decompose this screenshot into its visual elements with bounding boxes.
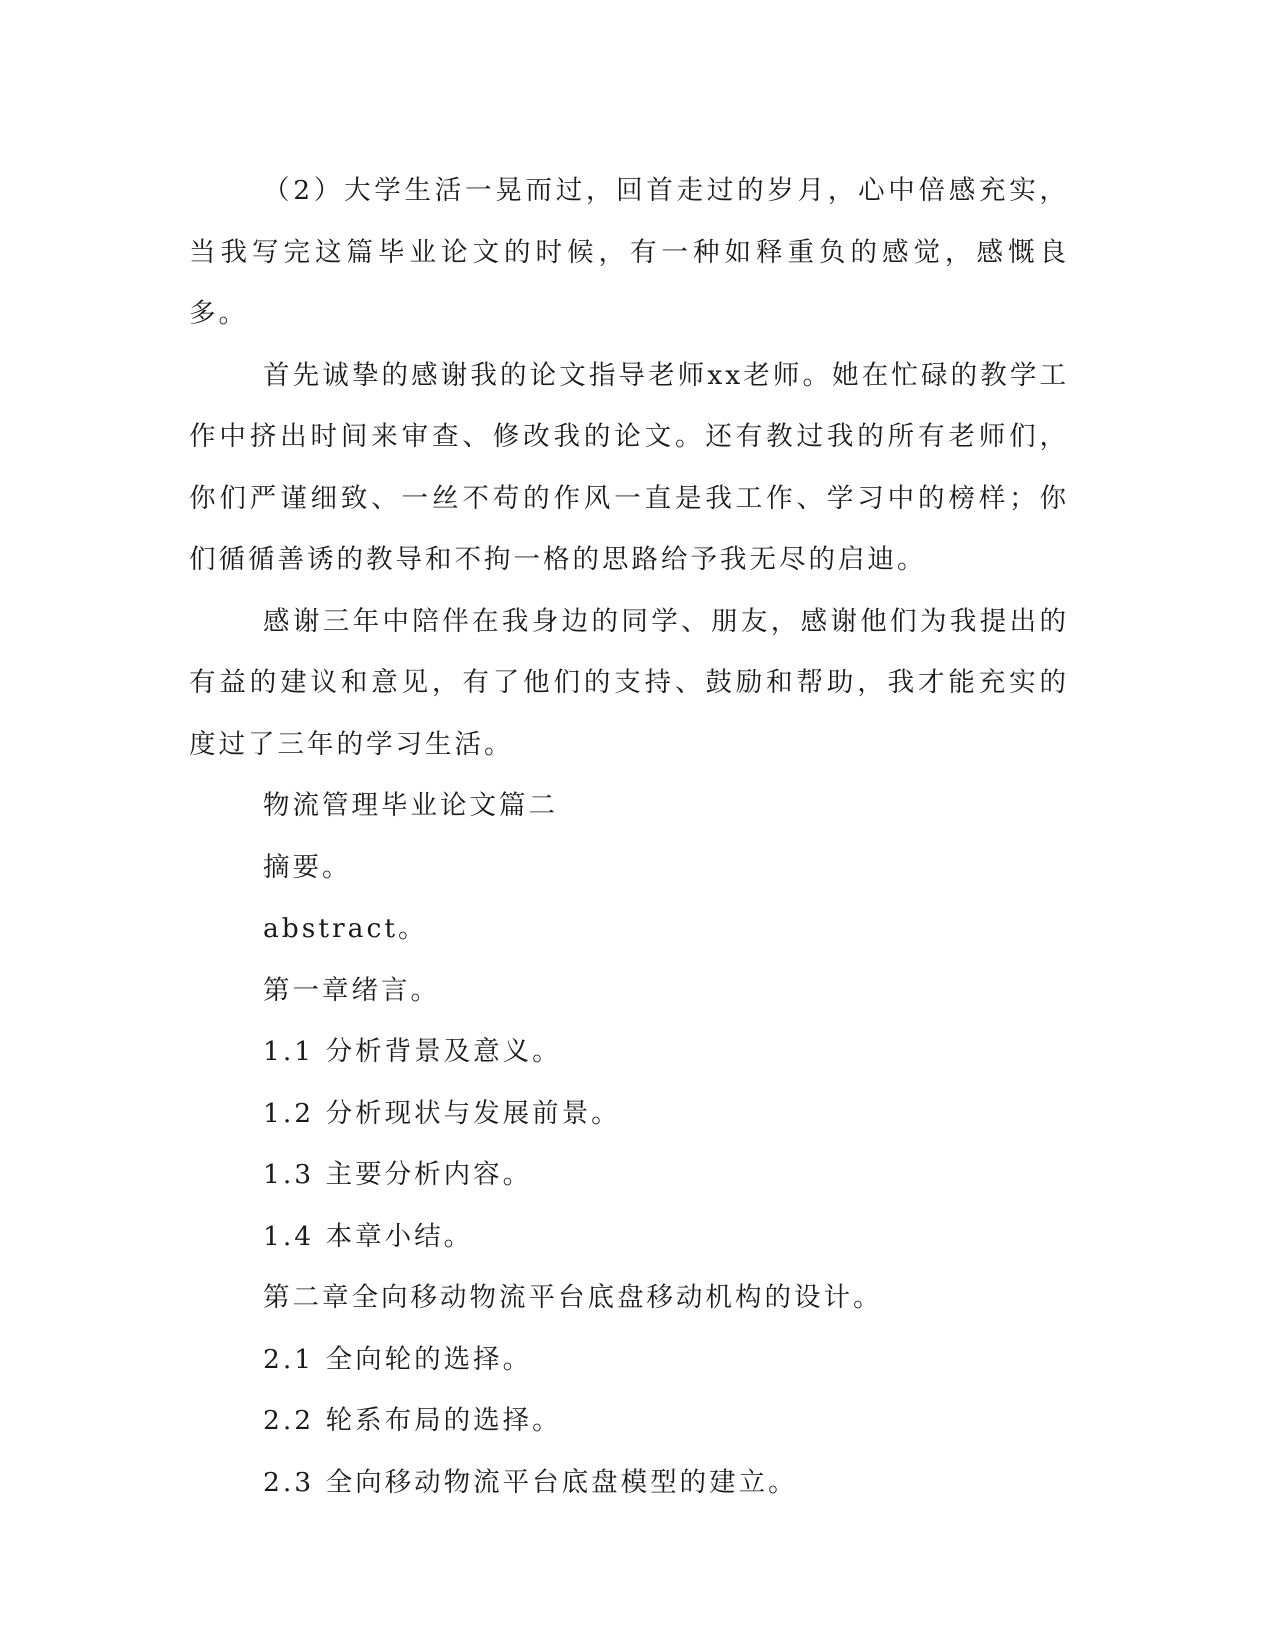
paragraph-thanks-teacher: 首先诚挚的感谢我的论文指导老师xx老师。她在忙碌的教学工作中挤出时间来审查、修改我的论文。还有教过我的所有老师们，你们严谨细致、一丝不苟的作风一直是我工作、学习中的榜样；你们循循善诱的教导和不拘一格的思路给予我无尽的启迪。	[189, 359, 1069, 575]
outline-item: 1.2 分析现状与发展前景。	[263, 1097, 621, 1129]
outline-item: 2.3 全向移动物流平台底盘模型的建立。	[263, 1466, 798, 1498]
paragraph-thanks-friends: 感谢三年中陪伴在我身边的同学、朋友，感谢他们为我提出的有益的建议和意见，有了他们的支持、鼓励和帮助，我才能充实的度过了三年的学习生活。	[189, 605, 1069, 760]
outline-item: 第一章绪言。	[263, 974, 440, 1006]
paragraph-conclusion: （2）大学生活一晃而过，回首走过的岁月，心中倍感充实，当我写完这篇毕业论文的时候，有一种如释重负的感觉，感慨良多。	[189, 175, 1069, 329]
outline-item: 2.1 全向轮的选择。	[263, 1343, 533, 1375]
outline-item: abstract。	[263, 913, 428, 944]
document-body	[189, 160, 1069, 1513]
outline-item: 1.1 分析背景及意义。	[263, 1036, 562, 1067]
outline-item: 1.3 主要分析内容。	[263, 1159, 533, 1190]
outline-item: 摘要。	[263, 851, 352, 883]
section-title: 物流管理毕业论文篇二	[263, 790, 558, 821]
outline-item: 2.2 轮系布局的选择。	[263, 1405, 562, 1436]
outline-item: 1.4 本章小结。	[263, 1220, 474, 1252]
outline-item: 第二章全向移动物流平台底盘移动机构的设计。	[263, 1282, 883, 1313]
